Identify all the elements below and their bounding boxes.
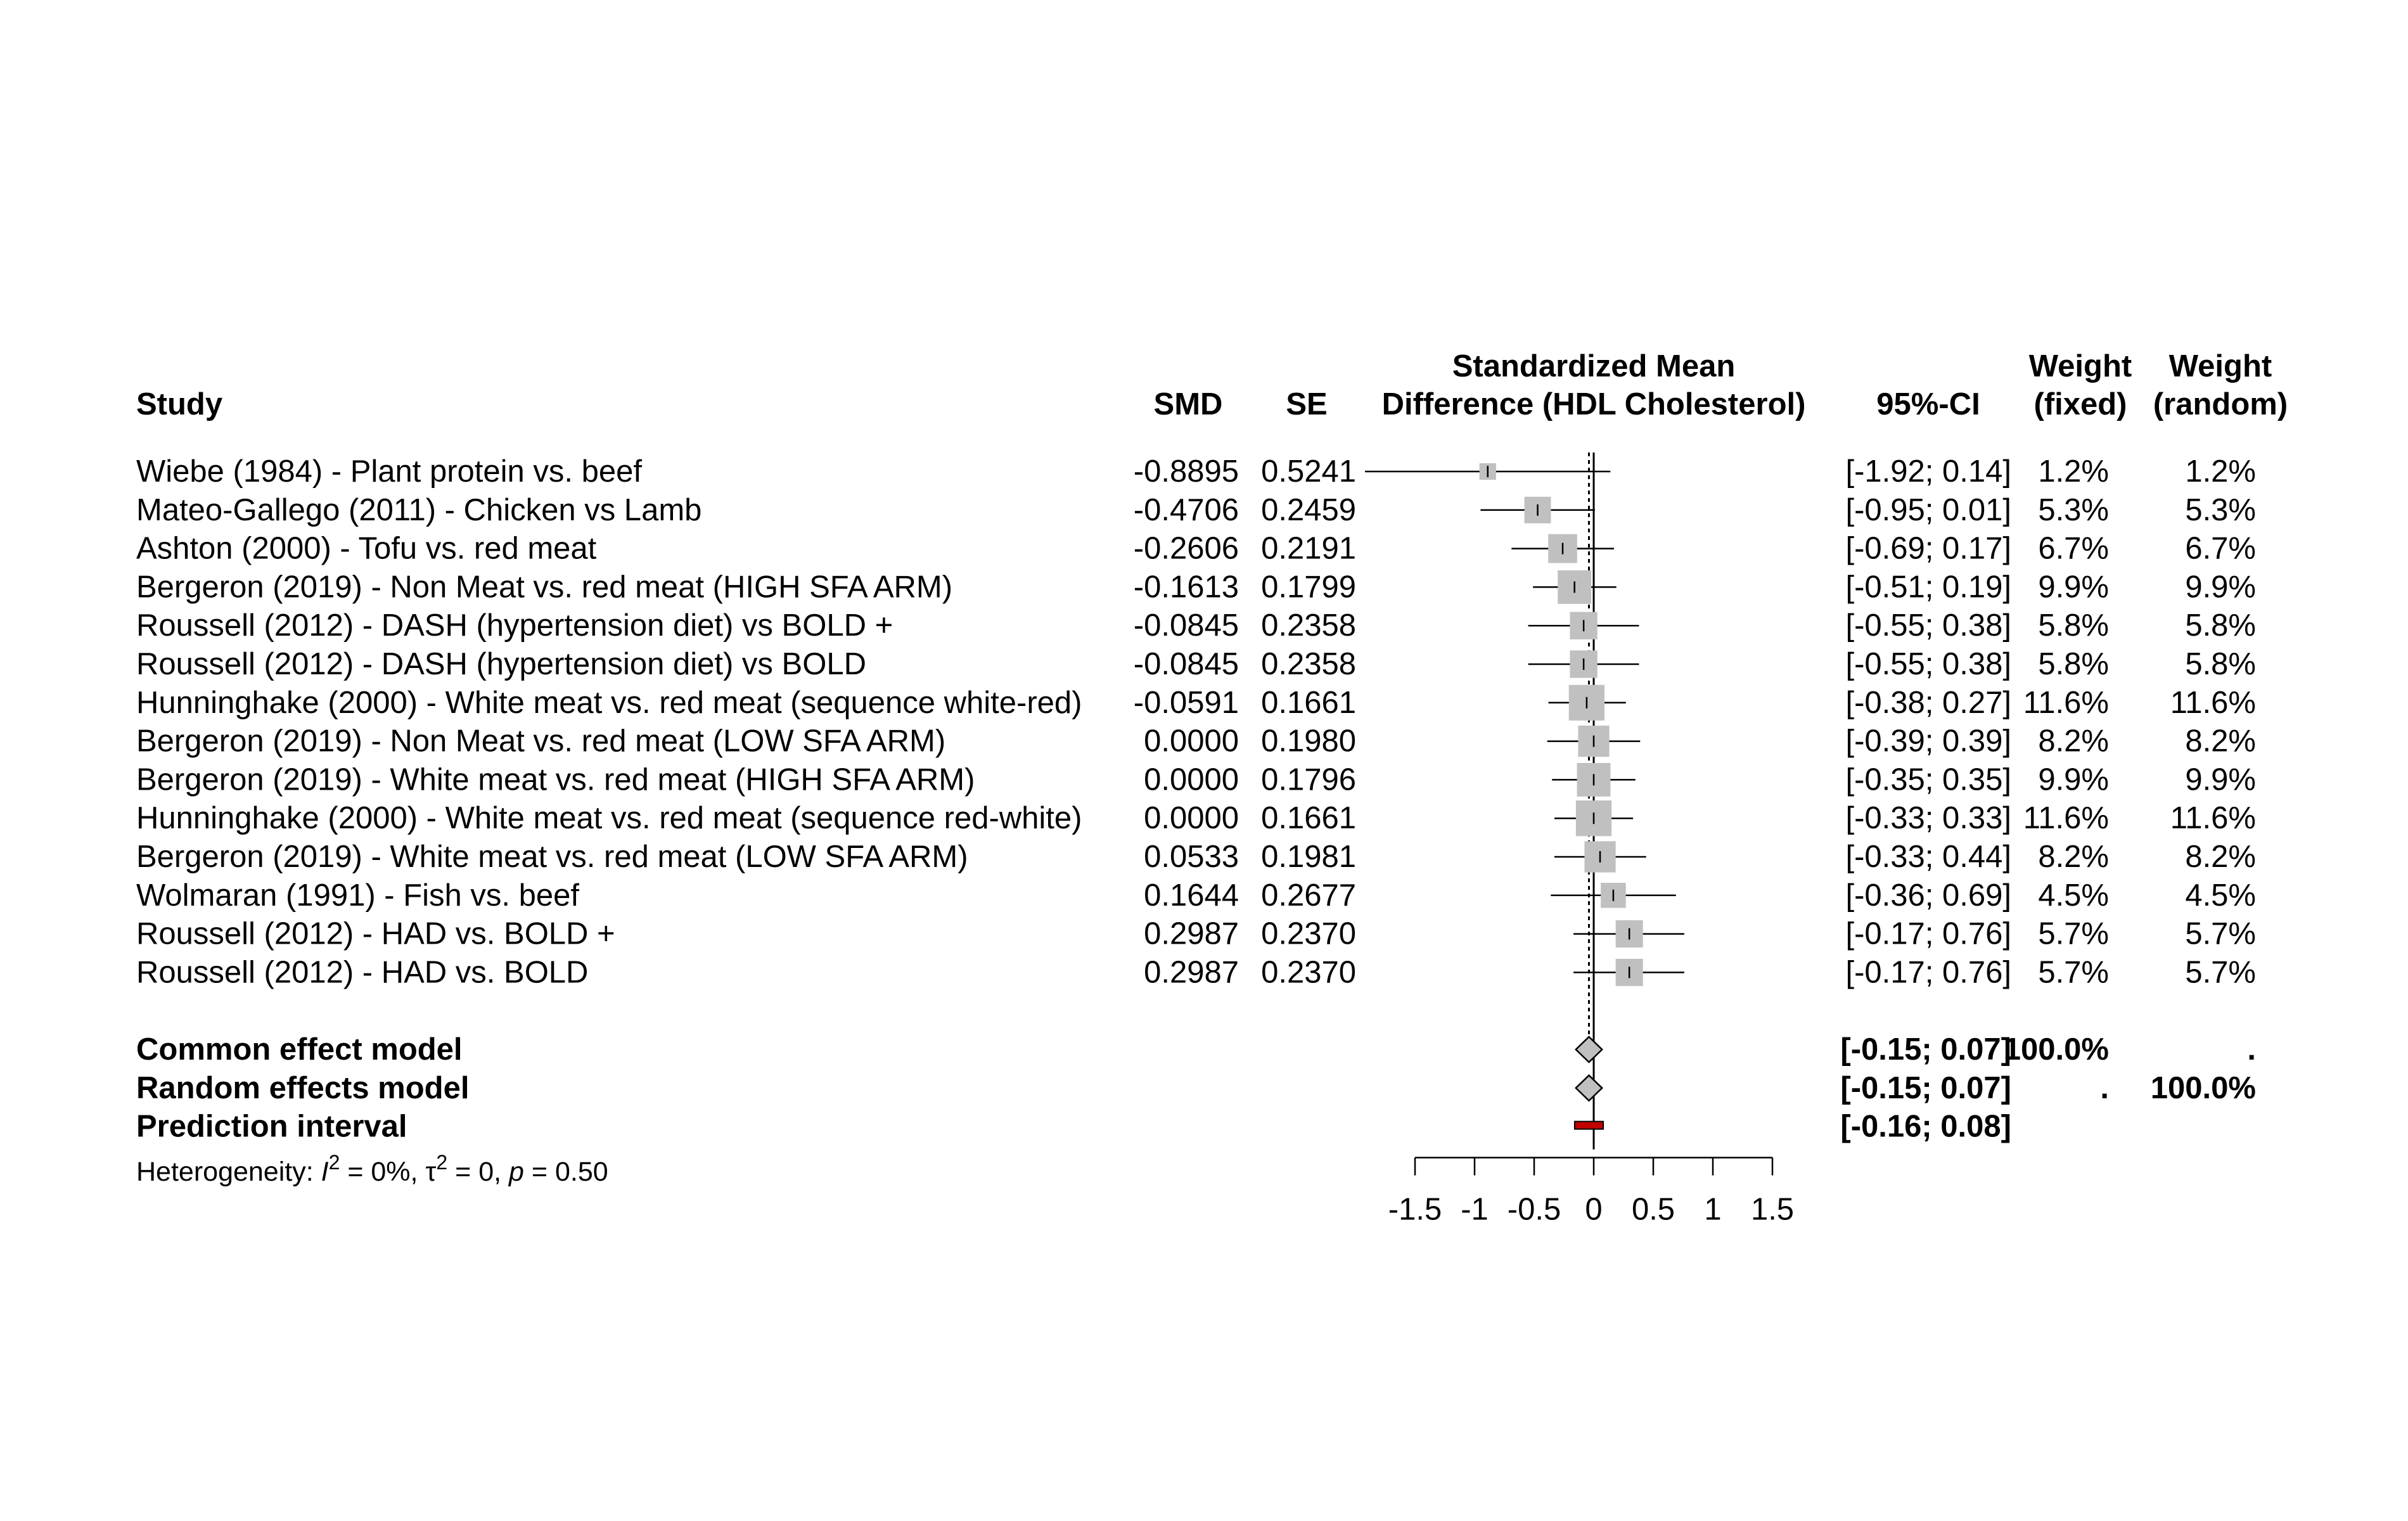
study-weight-fixed: 5.8% (2038, 608, 2109, 643)
x-axis-tick-label: 0.5 (1631, 1192, 1675, 1227)
study-row (136, 454, 2256, 489)
study-row (136, 647, 2256, 681)
study-weight-random: 5.8% (2185, 608, 2256, 643)
study-weight-random: 5.8% (2185, 647, 2256, 681)
study-name: Bergeron (2019) - White meat vs. red meat (HIGH SFA ARM) (136, 762, 975, 797)
study-weight-fixed: 1.2% (2038, 454, 2109, 489)
study-weight-fixed: 5.3% (2038, 492, 2109, 527)
study-smd: -0.1613 (1133, 570, 1239, 605)
summary-weight-random: . (2247, 1032, 2256, 1067)
study-weight-random: 9.9% (2185, 570, 2256, 605)
study-se: 0.2459 (1261, 492, 1356, 527)
study-name: Hunninghake (2000) - White meat vs. red meat (sequence red-white) (136, 801, 1082, 836)
header-se: SE (1286, 387, 1328, 421)
study-smd: 0.2987 (1144, 916, 1239, 951)
study-se: 0.5241 (1261, 454, 1356, 489)
study-se: 0.2677 (1261, 878, 1356, 913)
study-name: Bergeron (2019) - White meat vs. red meat (LOW SFA ARM) (136, 840, 968, 874)
study-se: 0.2358 (1261, 608, 1356, 643)
study-se: 0.1981 (1261, 840, 1356, 874)
study-ci: [-0.33; 0.44] (1845, 840, 2011, 874)
study-weight-fixed: 6.7% (2038, 531, 2109, 566)
study-smd: 0.2987 (1144, 955, 1239, 990)
study-se: 0.1980 (1261, 724, 1356, 759)
axis-title-line1: Standardized Mean (1452, 349, 1736, 383)
study-name: Bergeron (2019) - Non Meat vs. red meat (HIGH SFA ARM) (136, 570, 953, 605)
study-weight-random: 5.7% (2185, 955, 2256, 990)
study-smd: 0.0533 (1144, 840, 1239, 874)
header-study: Study (136, 387, 223, 421)
study-weight-fixed: 5.8% (2038, 647, 2109, 681)
header-ci: 95%-CI (1876, 387, 1980, 421)
study-weight-random: 9.9% (2185, 762, 2256, 797)
x-axis-tick-label: -0.5 (1507, 1192, 1561, 1227)
study-name: Roussell (2012) - DASH (hypertension diet) vs BOLD (136, 647, 866, 681)
study-weight-random: 8.2% (2185, 724, 2256, 759)
x-axis (1388, 1158, 1794, 1227)
summary-rows (136, 1032, 2256, 1144)
x-axis-tick-label: 1.5 (1750, 1192, 1795, 1227)
study-smd: -0.2606 (1133, 531, 1239, 566)
study-ci: [-0.17; 0.76] (1845, 955, 2011, 990)
study-smd: -0.8895 (1133, 454, 1239, 489)
summary-diamond (1576, 1075, 1602, 1101)
study-se: 0.1799 (1261, 570, 1356, 605)
summary-weight-random: 100.0% (2150, 1070, 2256, 1105)
study-ci: [-0.55; 0.38] (1845, 608, 2011, 643)
study-se: 0.1661 (1261, 801, 1356, 836)
header-weight-random-line2: (random) (2153, 387, 2288, 421)
study-name: Hunninghake (2000) - White meat vs. red meat (sequence white-red) (136, 685, 1082, 720)
study-weight-random: 5.7% (2185, 916, 2256, 951)
study-se: 0.1661 (1261, 685, 1356, 720)
study-row (136, 955, 2256, 989)
study-name: Roussell (2012) - HAD vs. BOLD + (136, 916, 615, 951)
study-se: 0.2191 (1261, 531, 1356, 566)
study-weight-random: 6.7% (2185, 531, 2256, 566)
study-weight-fixed: 5.7% (2038, 916, 2109, 951)
study-name: Bergeron (2019) - Non Meat vs. red meat (LOW SFA ARM) (136, 724, 946, 759)
header-weight-fixed-line2: (fixed) (2033, 387, 2127, 421)
study-row (136, 762, 2256, 797)
summary-diamond (1576, 1037, 1602, 1062)
study-row (136, 800, 2256, 836)
prediction-interval-label: Prediction interval (136, 1109, 407, 1144)
study-se: 0.2370 (1261, 916, 1356, 951)
study-row (136, 878, 2256, 913)
study-weight-random: 8.2% (2185, 840, 2256, 874)
study-smd: -0.0591 (1133, 685, 1239, 720)
column-headers (136, 349, 2288, 421)
study-name: Ashton (2000) - Tofu vs. red meat (136, 531, 597, 566)
study-smd: 0.0000 (1144, 762, 1239, 797)
study-weight-fixed: 11.6% (2023, 801, 2109, 836)
study-weight-random: 11.6% (2170, 801, 2256, 836)
summary-name: Common effect model (136, 1032, 463, 1067)
study-se: 0.2358 (1261, 647, 1356, 681)
study-ci: [-0.69; 0.17] (1845, 531, 2011, 566)
study-se: 0.2370 (1261, 955, 1356, 990)
study-ci: [-0.51; 0.19] (1845, 570, 2011, 605)
study-ci: [-0.38; 0.27] (1845, 685, 2011, 720)
study-ci: [-0.36; 0.69] (1845, 878, 2011, 913)
study-ci: [-0.35; 0.35] (1845, 762, 2011, 797)
study-row (136, 685, 2256, 721)
study-row (136, 493, 2256, 527)
study-smd: 0.1644 (1144, 878, 1239, 913)
study-ci: [-0.55; 0.38] (1845, 647, 2011, 681)
study-row (136, 532, 2256, 566)
study-row (136, 917, 2256, 951)
heterogeneity-text: Heterogeneity: $I^2 = 0\%$, $\tau^2 = 0$, p = 0.50 (136, 1151, 608, 1187)
study-rows (136, 454, 2256, 989)
study-weight-fixed: 8.2% (2038, 840, 2109, 874)
prediction-interval-bar (1575, 1122, 1603, 1129)
study-name: Mateo-Gallego (2011) - Chicken vs Lamb (136, 492, 702, 527)
study-se: 0.1796 (1261, 762, 1356, 797)
summary-name: Random effects model (136, 1070, 470, 1105)
prediction-interval-row (136, 1110, 2011, 1144)
study-weight-random: 11.6% (2170, 685, 2256, 720)
study-name: Wiebe (1984) - Plant protein vs. beef (136, 454, 643, 489)
header-weight-fixed-line1: Weight (2028, 349, 2132, 383)
study-weight-fixed: 11.6% (2023, 685, 2109, 720)
summary-ci: [-0.15; 0.07] (1840, 1070, 2011, 1105)
study-weight-random: 1.2% (2185, 454, 2256, 489)
study-weight-random: 4.5% (2185, 878, 2256, 913)
study-row (136, 724, 2256, 759)
study-row (136, 570, 2256, 604)
study-smd: 0.0000 (1144, 724, 1239, 759)
summary-weight-fixed: . (2100, 1070, 2109, 1105)
x-axis-tick-label: 0 (1585, 1192, 1603, 1227)
study-name: Wolmaran (1991) - Fish vs. beef (136, 878, 579, 913)
study-weight-fixed: 8.2% (2038, 724, 2109, 759)
header-smd: SMD (1153, 387, 1223, 421)
x-axis-tick-label: 1 (1704, 1192, 1722, 1227)
study-smd: -0.0845 (1133, 608, 1239, 643)
study-row (136, 840, 2256, 874)
study-name: Roussell (2012) - HAD vs. BOLD (136, 955, 589, 990)
header-weight-random-line1: Weight (2168, 349, 2272, 383)
study-smd: 0.0000 (1144, 801, 1239, 836)
study-ci: [-0.39; 0.39] (1845, 724, 2011, 759)
x-axis-tick-label: -1.5 (1388, 1192, 1442, 1227)
study-ci: [-0.95; 0.01] (1845, 492, 2011, 527)
prediction-interval-ci: [-0.16; 0.08] (1840, 1109, 2011, 1144)
study-name: Roussell (2012) - DASH (hypertension diet) vs BOLD + (136, 608, 893, 643)
study-ci: [-0.17; 0.76] (1845, 916, 2011, 951)
summary-weight-fixed: 100.0% (2003, 1032, 2109, 1067)
study-ci: [-1.92; 0.14] (1845, 454, 2011, 489)
study-weight-fixed: 9.9% (2038, 762, 2109, 797)
summary-row (136, 1071, 2256, 1105)
axis-title-line2: Difference (HDL Cholesterol) (1381, 387, 1806, 421)
study-ci: [-0.33; 0.33] (1845, 801, 2011, 836)
x-axis-tick-label: -1 (1461, 1192, 1489, 1227)
summary-ci: [-0.15; 0.07] (1840, 1032, 2011, 1067)
study-smd: -0.4706 (1133, 492, 1239, 527)
study-row (136, 608, 2256, 643)
study-weight-fixed: 4.5% (2038, 878, 2109, 913)
study-weight-random: 5.3% (2185, 492, 2256, 527)
summary-row (136, 1032, 2256, 1067)
study-weight-fixed: 9.9% (2038, 570, 2109, 605)
study-smd: -0.0845 (1133, 647, 1239, 681)
study-weight-fixed: 5.7% (2038, 955, 2109, 990)
